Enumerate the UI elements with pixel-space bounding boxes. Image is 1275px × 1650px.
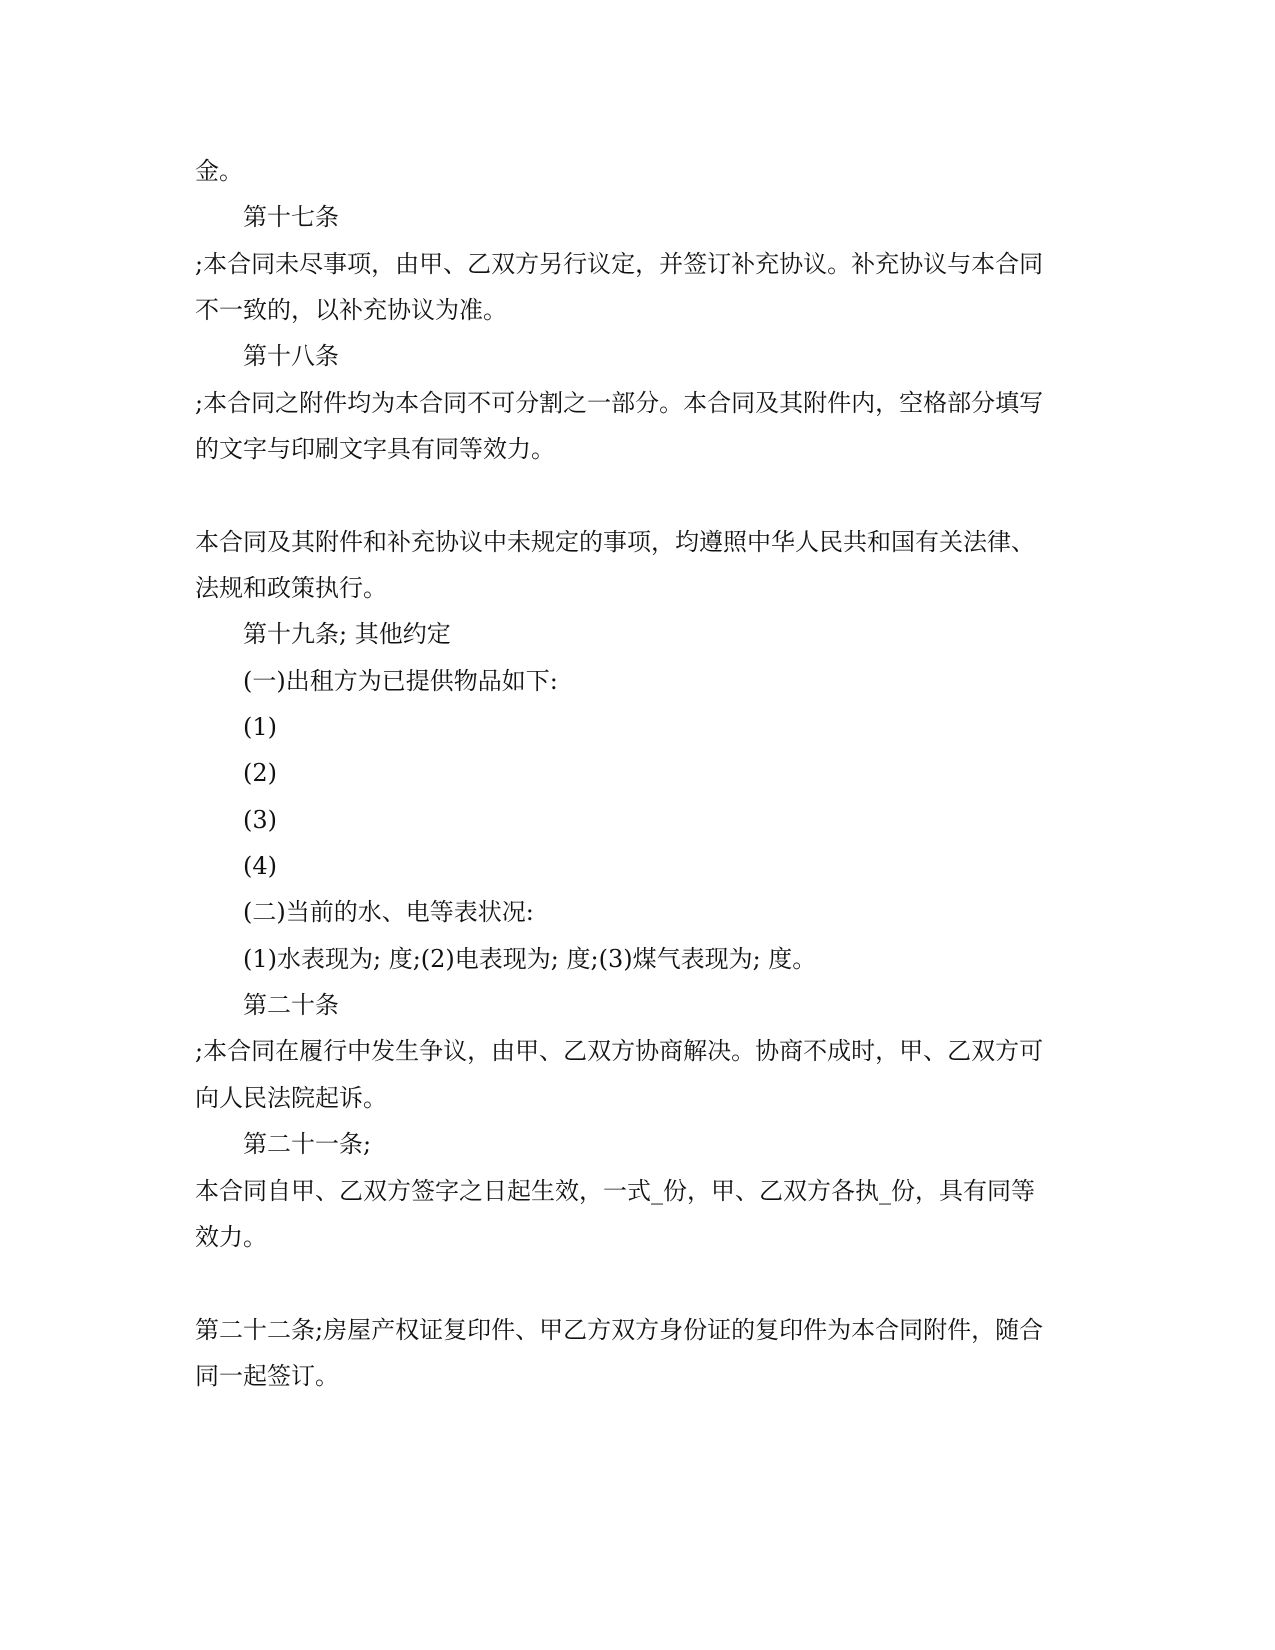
text-line: 法规和政策执行。 xyxy=(195,574,387,602)
article-heading: 第二十条 xyxy=(243,991,339,1019)
text-line: 的文字与印刷文字具有同等效力。 xyxy=(195,435,555,463)
text-line: 同一起签订。 xyxy=(195,1362,339,1390)
text-line: (1)水表现为; 度;(2)电表现为; 度;(3)煤气表现为; 度。 xyxy=(243,945,817,973)
article-heading: 第十七条 xyxy=(243,203,339,231)
text-line: (二)当前的水、电等表状况: xyxy=(243,898,534,926)
list-item: (2) xyxy=(243,759,277,787)
text-line: 金。 xyxy=(195,157,243,185)
article-heading: 第二十一条; xyxy=(243,1130,372,1158)
text-line: 本合同自甲、乙双方签字之日起生效，一式_份，甲、乙双方各执_份，具有同等 xyxy=(195,1177,1035,1205)
list-item: (4) xyxy=(243,852,277,880)
article-heading: 第十八条 xyxy=(243,342,339,370)
text-line: 效力。 xyxy=(195,1223,267,1251)
article-heading: 第十九条; 其他约定 xyxy=(243,620,451,648)
text-line: (一)出租方为已提供物品如下: xyxy=(243,667,558,695)
text-line: 本合同及其附件和补充协议中未规定的事项，均遵照中华人民共和国有关法律、 xyxy=(195,528,1035,556)
list-item: (1) xyxy=(243,713,277,741)
text-line: ;本合同之附件均为本合同不可分割之一部分。本合同及其附件内，空格部分填写 xyxy=(195,389,1044,417)
text-line: 不一致的，以补充协议为准。 xyxy=(195,296,507,324)
text-line: 第二十二条;房屋产权证复印件、甲乙方双方身份证的复印件为本合同附件，随合 xyxy=(195,1316,1044,1344)
list-item: (3) xyxy=(243,806,277,834)
text-line: 向人民法院起诉。 xyxy=(195,1084,387,1112)
text-line: ;本合同未尽事项，由甲、乙双方另行议定，并签订补充协议。补充协议与本合同 xyxy=(195,250,1044,278)
text-line: ;本合同在履行中发生争议，由甲、乙双方协商解决。协商不成时，甲、乙双方可 xyxy=(195,1037,1044,1065)
